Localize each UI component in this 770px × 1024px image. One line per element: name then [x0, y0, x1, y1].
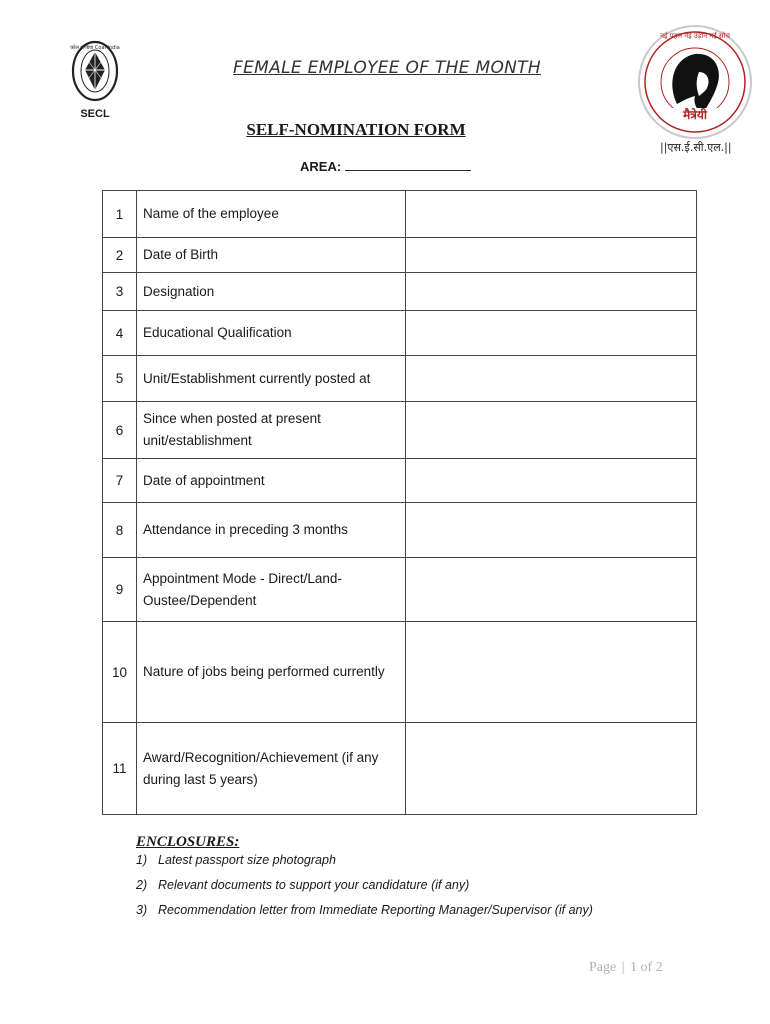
table-row [103, 622, 697, 723]
list-item-text: Relevant documents to support your candidature (if any) [158, 878, 470, 892]
row-value-field[interactable] [406, 402, 697, 459]
row-label: Designation [143, 283, 215, 299]
table-row [103, 191, 697, 238]
row-number: 6 [103, 402, 137, 459]
page-word: Page [589, 960, 617, 975]
table-row [103, 402, 697, 459]
table-row [103, 723, 697, 815]
page-number [589, 960, 663, 976]
row-value-field[interactable] [406, 622, 697, 723]
row-number: 4 [103, 311, 137, 356]
area-blank[interactable] [345, 158, 471, 171]
row-number: 7 [103, 459, 137, 503]
maitreyi-ring-text: नई पहल नई उड़ान नई सोच [660, 32, 730, 40]
row-value-field[interactable] [406, 311, 697, 356]
row-number: 5 [103, 356, 137, 402]
list-item-number: 1) [136, 853, 148, 867]
row-label: Unit/Establishment currently posted at [143, 370, 371, 386]
row-value-field[interactable] [406, 723, 697, 815]
table-row [103, 503, 697, 558]
row-value-field[interactable] [406, 356, 697, 402]
list-item-number: 2) [136, 878, 148, 892]
page-current: 1 [630, 960, 638, 975]
maitreyi-emblem-icon [637, 24, 753, 140]
row-label: Since when posted at present unit/establishment [143, 411, 321, 448]
secl-hindi-caption: ||एस.ई.सी.एल.|| [660, 141, 732, 154]
row-number: 1 [103, 191, 137, 238]
secl-label: SECL [80, 108, 110, 120]
row-value-field[interactable] [406, 191, 697, 238]
page-title: FEMALE EMPLOYEE OF THE MONTH [233, 58, 541, 78]
list-item [136, 851, 696, 876]
table-row [103, 238, 697, 273]
coal-india-emblem-icon [62, 38, 128, 108]
row-label: Name of the employee [143, 206, 279, 221]
row-label: Appointment Mode - Direct/Land-Oustee/Dependent [143, 570, 342, 608]
table-row [103, 459, 697, 503]
enclosures-title: ENCLOSURES: [136, 834, 240, 850]
table-row [103, 356, 697, 402]
list-item-number: 3) [136, 903, 148, 917]
row-number: 8 [103, 503, 137, 558]
row-label: Date of Birth [143, 247, 219, 262]
enclosures-list [136, 851, 696, 926]
row-label: Date of appointment [143, 472, 265, 488]
logo-ring-text: कोल इण्डिया Coal India [70, 45, 120, 51]
row-number: 11 [103, 723, 137, 815]
list-item [136, 901, 696, 926]
row-value-field[interactable] [406, 273, 697, 311]
row-number: 9 [103, 558, 137, 622]
list-item [136, 876, 696, 901]
row-number: 10 [103, 622, 137, 723]
maitreyi-logo [637, 24, 753, 140]
list-item-text: Recommendation letter from Immediate Reporting Manager/Supervisor (if any) [158, 903, 593, 917]
row-number: 3 [103, 273, 137, 311]
maitreyi-wordmark: मैत्रेयी [683, 108, 707, 122]
row-label: Award/Recognition/Achievement (if any during last 5 years) [143, 749, 379, 787]
page-total: of 2 [640, 960, 663, 975]
list-item-text: Latest passport size photograph [158, 853, 336, 867]
row-value-field[interactable] [406, 558, 697, 622]
secl-logo [62, 38, 128, 124]
area-field [300, 158, 471, 174]
row-label: Attendance in preceding 3 months [143, 522, 348, 537]
page-separator: | [621, 960, 625, 975]
table-row [103, 558, 697, 622]
row-value-field[interactable] [406, 503, 697, 558]
row-value-field[interactable] [406, 238, 697, 273]
table-row [103, 273, 697, 311]
nomination-table [102, 190, 697, 815]
row-label: Educational Qualification [143, 325, 292, 340]
row-value-field[interactable] [406, 459, 697, 503]
table-row [103, 311, 697, 356]
row-label: Nature of jobs being performed currently [143, 664, 385, 679]
row-number: 2 [103, 238, 137, 273]
area-label: AREA: [300, 159, 342, 174]
form-title: SELF-NOMINATION FORM [246, 120, 466, 139]
enclosures-section [136, 834, 593, 917]
